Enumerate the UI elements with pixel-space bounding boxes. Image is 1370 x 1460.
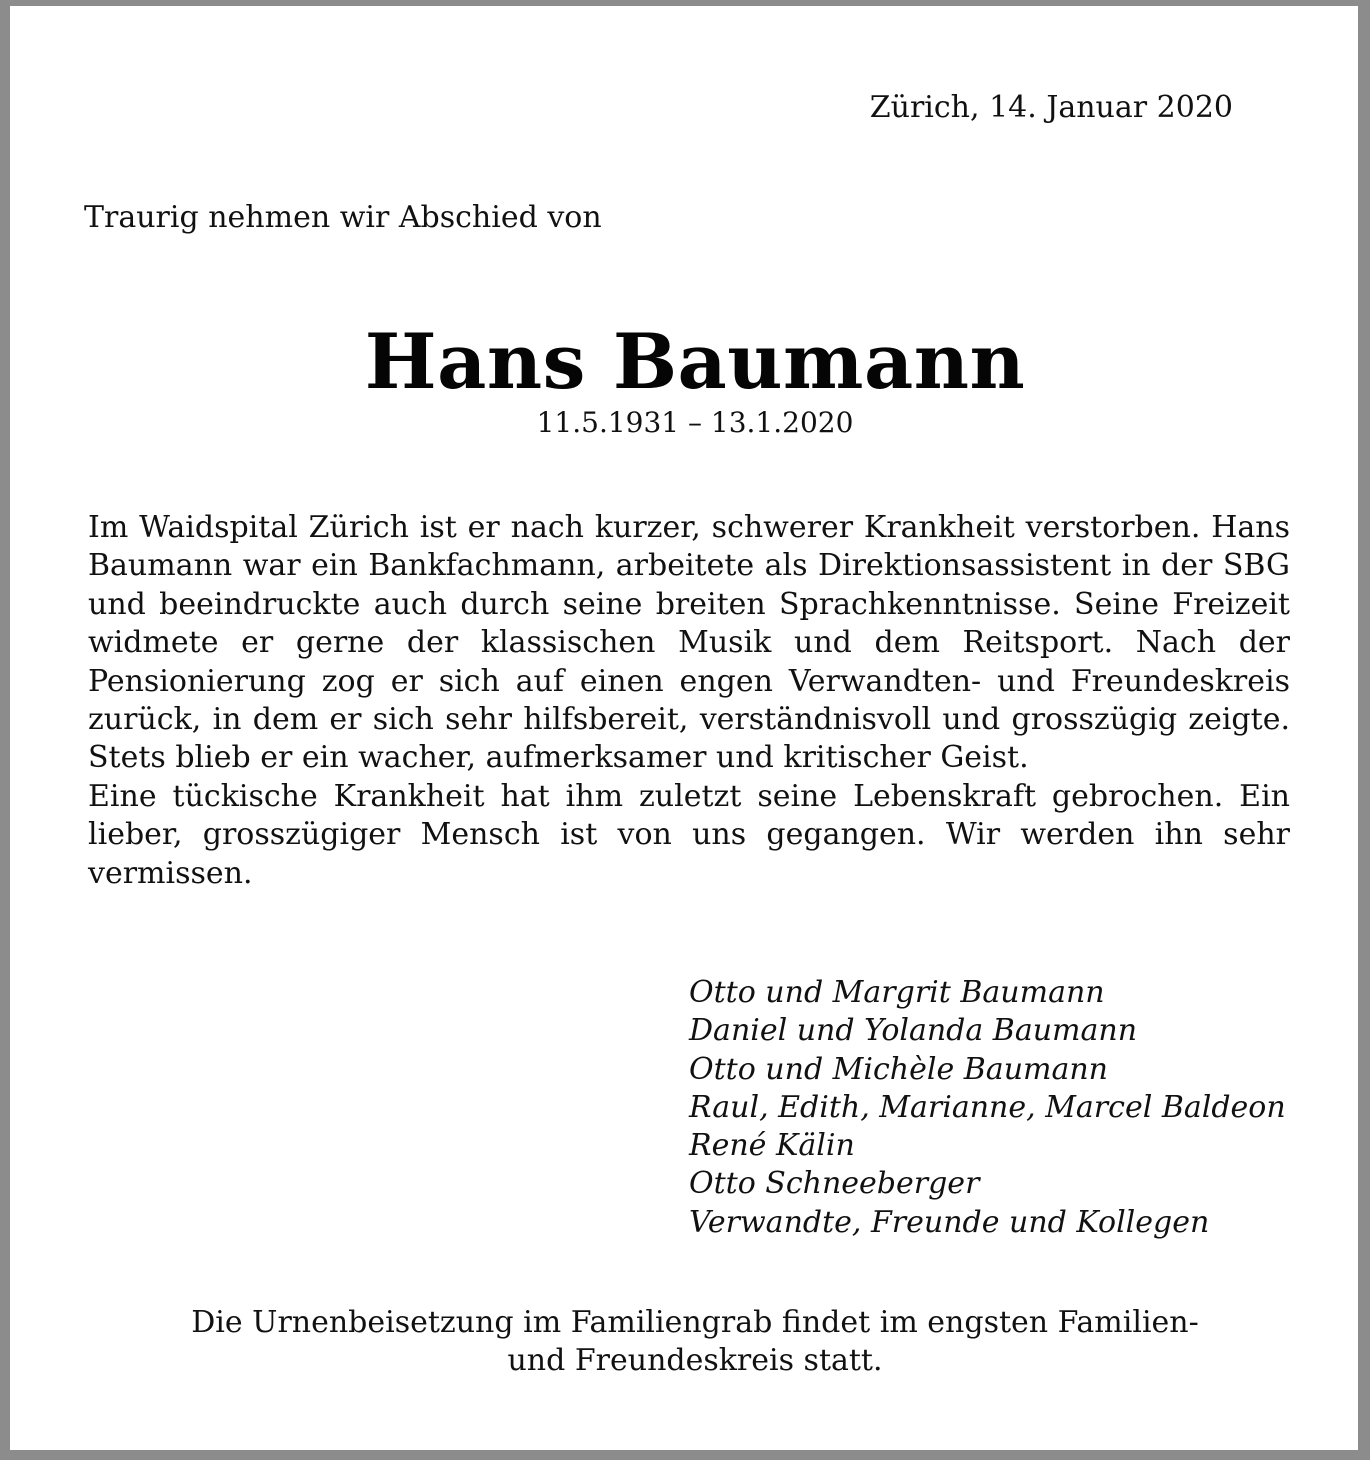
signatory: Otto und Michèle Baumann <box>689 1051 1108 1087</box>
burial-note <box>10 1304 1370 1380</box>
signatory-list <box>689 974 1286 1242</box>
signatory: Otto Schneeberger <box>689 1166 980 1202</box>
obituary-body <box>88 509 1290 893</box>
deceased-name: Hans Baumann <box>364 317 1026 406</box>
signatory: Otto und Margrit Baumann <box>689 975 1105 1010</box>
signatory: Verwandte, Freunde und Kollegen <box>689 1204 1210 1240</box>
body-paragraph: Eine tückische Krankheit hat ihm zuletzt seine Lebenskraft gebrochen. Ein lieber, grosszügiger Mensch ist von uns gegangen. Wir werden ihn sehr vermissen. <box>88 778 1290 891</box>
place-date: Zürich, 14. Januar 2020 <box>869 90 1233 125</box>
signatory: Raul, Edith, Marianne, Marcel Baldeon <box>689 1089 1286 1125</box>
burial-note-line: und Freundeskreis statt. <box>507 1343 883 1378</box>
signatory: Daniel und Yolanda Baumann <box>689 1013 1138 1049</box>
burial-note-line: Die Urnenbeisetzung im Familiengrab findet im engsten Familien- <box>191 1305 1199 1340</box>
body-paragraph: Im Waidspital Zürich ist er nach kurzer, schwerer Krankheit verstorben. Hans Baumann war ein Bankfachmann, arbeitete als Direktionsassistent in der SBG und beeindruckte auch durch seine breiten Sprachkenntnisse. Seine Freizeit widmete er gerne der klassischen Musik und dem Reitsport. Nach der Pensionierung zog er sich auf einen engen Verwandten- und Freundeskreis zurück, in dem er sich sehr hilfsbereit, verständnisvoll und grosszügig zeigte. Stets blieb er ein wacher, aufmerksamer und kritischer Geist. <box>88 510 1290 776</box>
signatory: René Kälin <box>689 1128 855 1164</box>
life-dates: 11.5.1931 – 13.1.2020 <box>536 406 854 439</box>
intro-line: Traurig nehmen wir Abschied von <box>84 200 602 235</box>
